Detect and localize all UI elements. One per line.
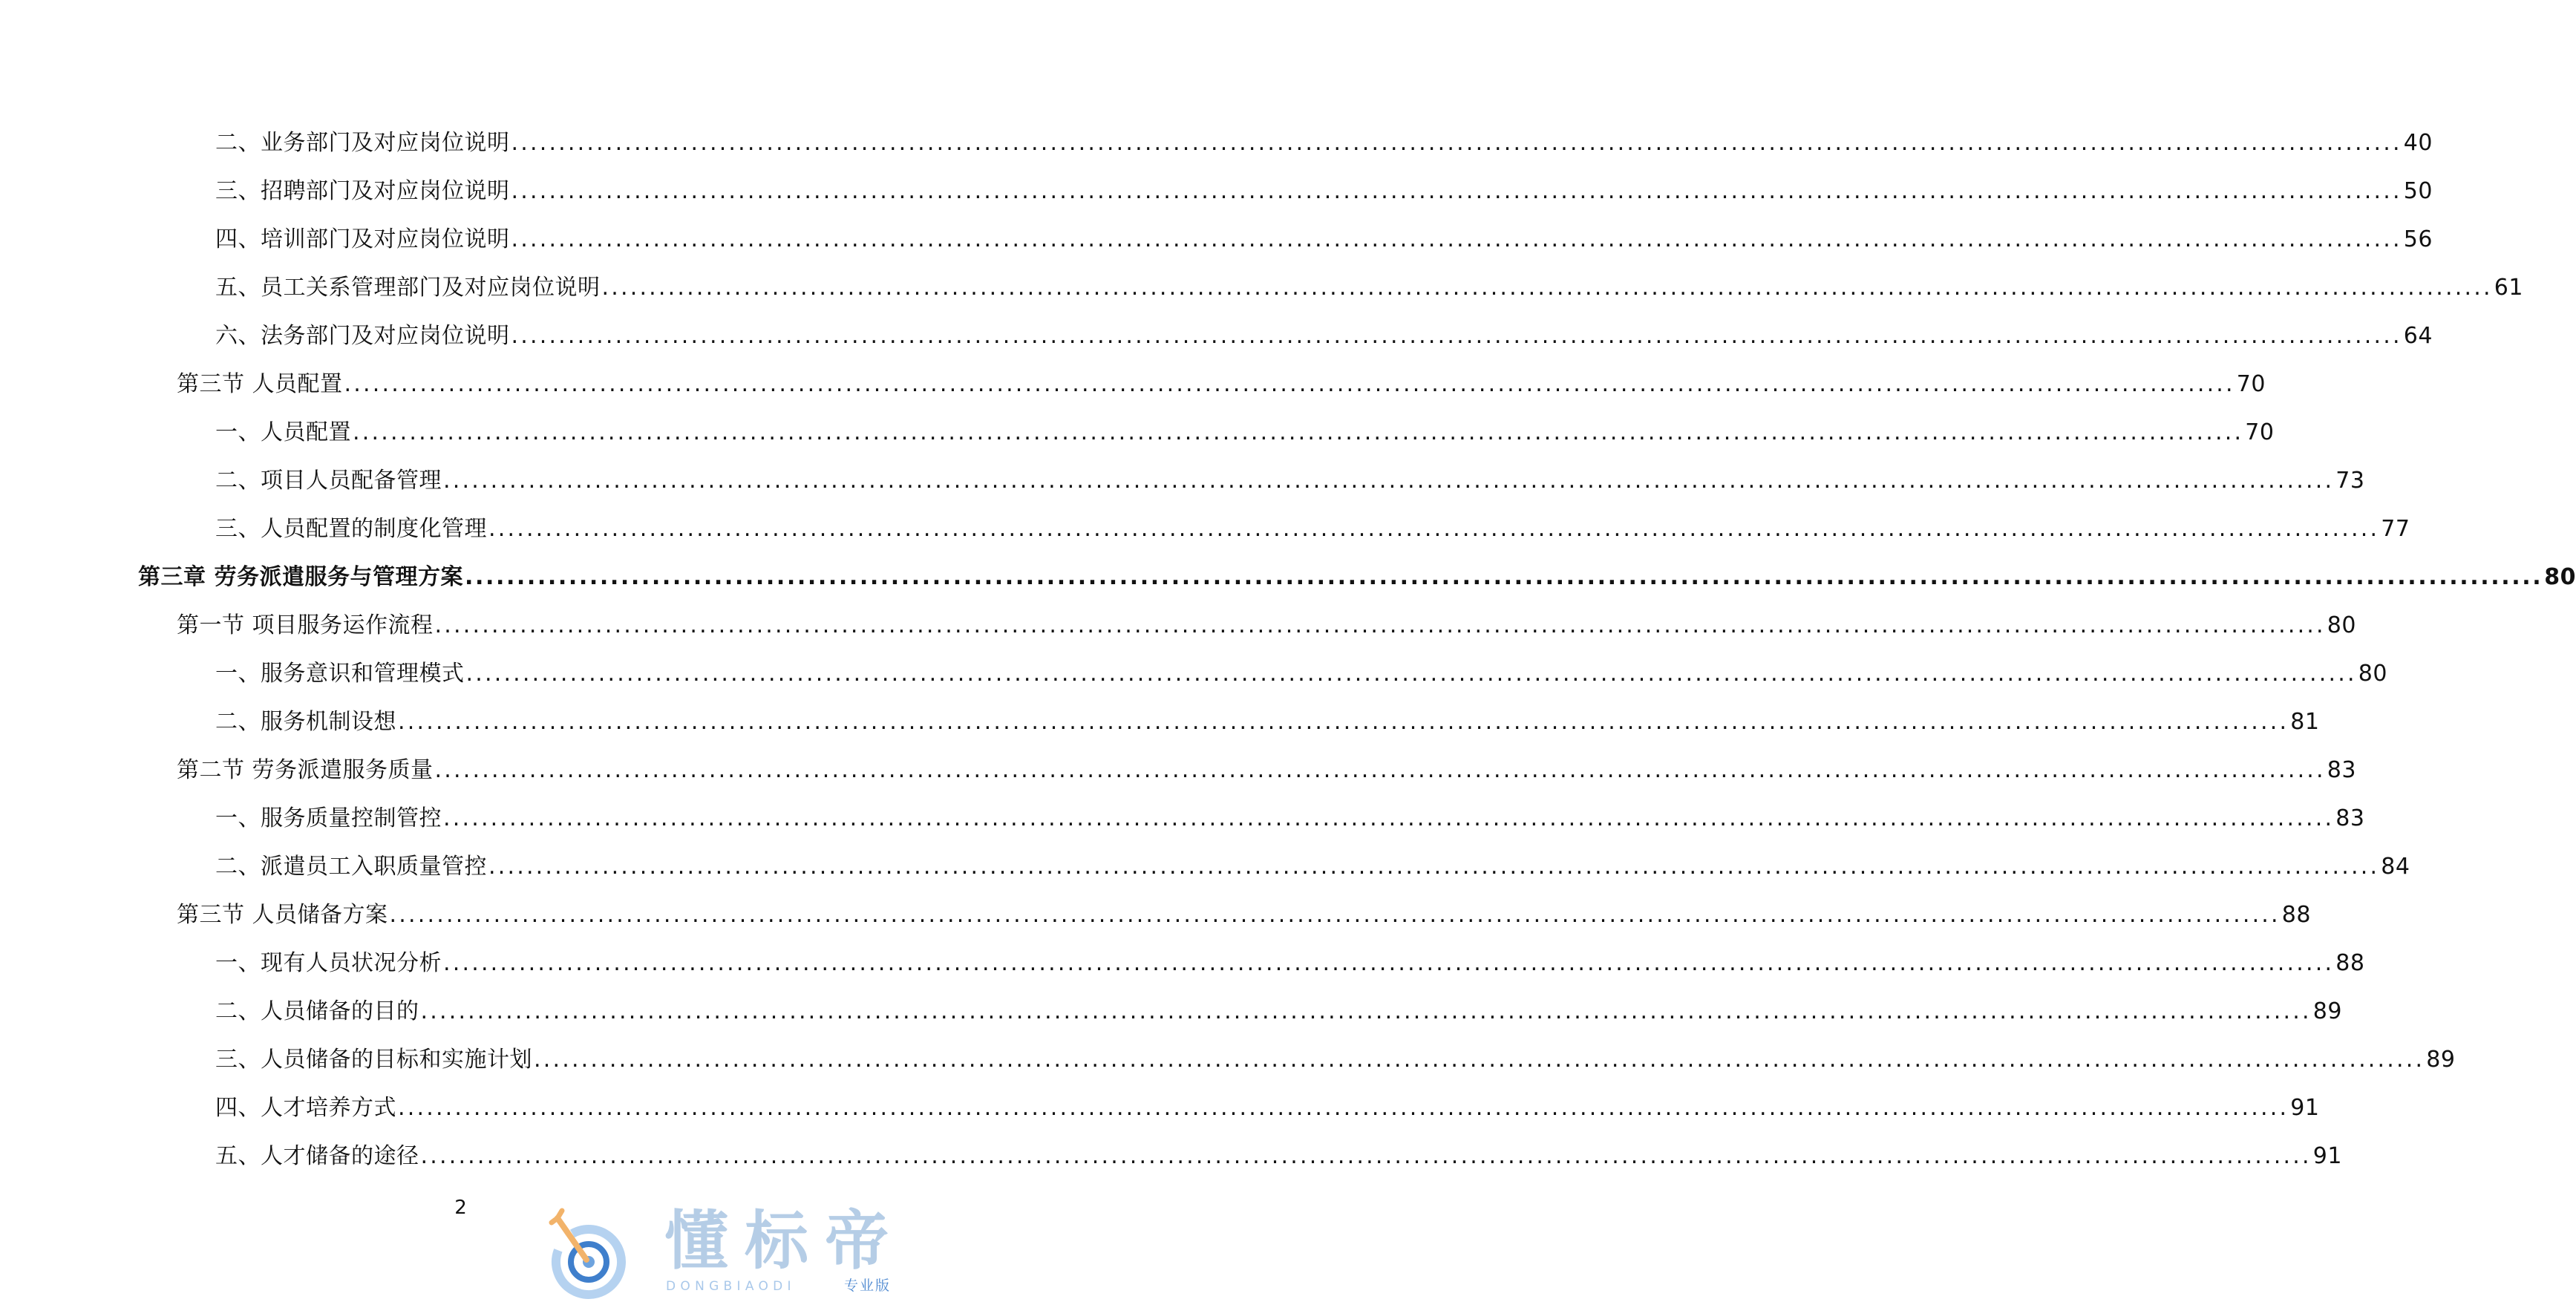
target-arrow-icon	[546, 1206, 642, 1299]
toc-entry-page-number: 73	[2335, 467, 2365, 494]
toc-entry[interactable]	[0, 360, 2266, 408]
toc-entry-page-number: 64	[2403, 322, 2433, 349]
toc-entry-title: 三、招聘部门及对应岗位说明	[215, 177, 510, 204]
toc-entry[interactable]	[0, 746, 2356, 794]
toc-entry-page-number: 83	[2335, 805, 2365, 831]
toc-entry[interactable]	[0, 601, 2356, 650]
toc-entry-page-number: 80	[2544, 563, 2576, 590]
toc-entry[interactable]	[0, 794, 2365, 843]
toc-entry[interactable]	[0, 650, 2387, 698]
toc-dot-leader: ........................................................................................................................................................................................................	[488, 853, 2380, 880]
toc-entry-title: 二、项目人员配备管理	[215, 467, 442, 494]
toc-entry-page-number: 88	[2281, 901, 2311, 928]
toc-entry-page-number: 50	[2403, 177, 2433, 204]
toc-entry[interactable]	[0, 698, 2320, 746]
toc-entry-title: 一、服务意识和管理模式	[215, 660, 465, 687]
toc-entry-title: 二、人员储备的目的	[215, 998, 419, 1024]
toc-entry-page-number: 91	[2290, 1094, 2320, 1121]
toc-entry-page-number: 80	[2358, 660, 2387, 687]
toc-dot-leader: ........................................................................................................................................................................................................	[511, 322, 2402, 349]
toc-entry[interactable]	[0, 1132, 2342, 1180]
page-number: 2	[454, 1197, 467, 1219]
toc-dot-leader: ........................................................................................................................................................................................................	[511, 177, 2402, 204]
toc-entry-title: 第三节 人员储备方案	[177, 901, 388, 928]
toc-dot-leader: ........................................................................................................................................................................................................	[488, 515, 2380, 542]
toc-entry-title: 六、法务部门及对应岗位说明	[215, 322, 510, 349]
toc-entry-title: 一、现有人员状况分析	[215, 949, 442, 976]
toc-dot-leader: ........................................................................................................................................................................................................	[398, 1094, 2289, 1121]
toc-dot-leader: ........................................................................................................................................................................................................	[601, 274, 2493, 301]
toc-dot-leader: ........................................................................................................................................................................................................	[389, 901, 2281, 928]
toc-dot-leader: ........................................................................................................................................................................................................	[464, 563, 2543, 590]
toc-entry-page-number: 89	[2426, 1046, 2456, 1073]
toc-entry-page-number: 84	[2381, 853, 2410, 880]
toc-dot-leader: ........................................................................................................................................................................................................	[443, 467, 2335, 494]
toc-entry-title: 二、派遣员工入职质量管控	[215, 853, 487, 880]
toc-entry[interactable]	[0, 843, 2410, 891]
toc-entry-title: 二、服务机制设想	[215, 708, 396, 735]
watermark-brand-name: 懂标帝	[664, 1204, 905, 1278]
toc-entry-title: 第三节 人员配置	[177, 370, 343, 397]
toc-entry[interactable]	[0, 987, 2342, 1036]
toc-entry-title: 四、人才培养方式	[215, 1094, 396, 1121]
toc-entry-title: 一、服务质量控制管控	[215, 805, 442, 831]
toc-dot-leader: ........................................................................................................................................................................................................	[465, 660, 2357, 687]
toc-entry[interactable]	[0, 553, 2576, 601]
toc-entry-page-number: 70	[2245, 419, 2275, 445]
watermark-edition: 专业版	[844, 1278, 892, 1294]
toc-dot-leader: ........................................................................................................................................................................................................	[511, 226, 2402, 252]
toc-entry-title: 三、人员储备的目标和实施计划	[215, 1046, 532, 1073]
toc-entry-page-number: 91	[2312, 1142, 2342, 1169]
toc-entry[interactable]	[0, 264, 2523, 312]
toc-entry[interactable]	[0, 312, 2433, 360]
toc-entry-title: 二、业务部门及对应岗位说明	[215, 129, 510, 156]
toc-entry-page-number: 61	[2494, 274, 2523, 301]
toc-dot-leader: ........................................................................................................................................................................................................	[511, 129, 2402, 156]
toc-entry-title: 第二节 劳务派遣服务质量	[177, 756, 434, 783]
toc-entry-page-number: 81	[2290, 708, 2320, 735]
toc-entry[interactable]	[0, 1084, 2320, 1132]
toc-entry[interactable]	[0, 215, 2433, 264]
toc-entry-title: 四、培训部门及对应岗位说明	[215, 226, 510, 252]
watermark	[546, 1206, 909, 1299]
toc-dot-leader: ........................................................................................................................................................................................................	[398, 708, 2289, 735]
toc-entry[interactable]	[0, 119, 2433, 167]
toc-entry-title: 一、人员配置	[215, 419, 351, 445]
toc-entry-page-number: 83	[2327, 756, 2356, 783]
toc-entry-page-number: 56	[2403, 226, 2433, 252]
toc-dot-leader: ........................................................................................................................................................................................................	[420, 1142, 2312, 1169]
toc-dot-leader: ........................................................................................................................................................................................................	[534, 1046, 2425, 1073]
toc-dot-leader: ........................................................................................................................................................................................................	[344, 370, 2235, 397]
toc-dot-leader: ........................................................................................................................................................................................................	[434, 612, 2326, 638]
watermark-brand-pinyin: DONGBIAODI	[666, 1279, 796, 1294]
table-of-contents	[0, 119, 2576, 1180]
toc-entry[interactable]	[0, 505, 2410, 553]
toc-entry-title: 第一节 项目服务运作流程	[177, 612, 434, 638]
toc-entry-title: 三、人员配置的制度化管理	[215, 515, 487, 542]
toc-entry-page-number: 89	[2312, 998, 2342, 1024]
toc-dot-leader: ........................................................................................................................................................................................................	[443, 805, 2335, 831]
toc-entry-page-number: 40	[2403, 129, 2433, 156]
toc-entry-title: 五、人才储备的途径	[215, 1142, 419, 1169]
toc-entry[interactable]	[0, 891, 2311, 939]
toc-entry-title: 五、员工关系管理部门及对应岗位说明	[215, 274, 601, 301]
toc-entry[interactable]	[0, 167, 2433, 215]
toc-entry-page-number: 70	[2236, 370, 2266, 397]
toc-entry[interactable]	[0, 408, 2275, 457]
toc-entry-page-number: 88	[2335, 949, 2365, 976]
toc-entry[interactable]	[0, 457, 2365, 505]
toc-dot-leader: ........................................................................................................................................................................................................	[443, 949, 2335, 976]
toc-dot-leader: ........................................................................................................................................................................................................	[420, 998, 2312, 1024]
toc-entry[interactable]	[0, 1036, 2456, 1084]
toc-dot-leader: ........................................................................................................................................................................................................	[434, 756, 2326, 783]
toc-entry-page-number: 77	[2381, 515, 2410, 542]
toc-entry[interactable]	[0, 939, 2365, 987]
toc-entry-page-number: 80	[2327, 612, 2356, 638]
toc-dot-leader: ........................................................................................................................................................................................................	[353, 419, 2244, 445]
toc-entry-title: 第三章 劳务派遣服务与管理方案	[138, 563, 463, 590]
